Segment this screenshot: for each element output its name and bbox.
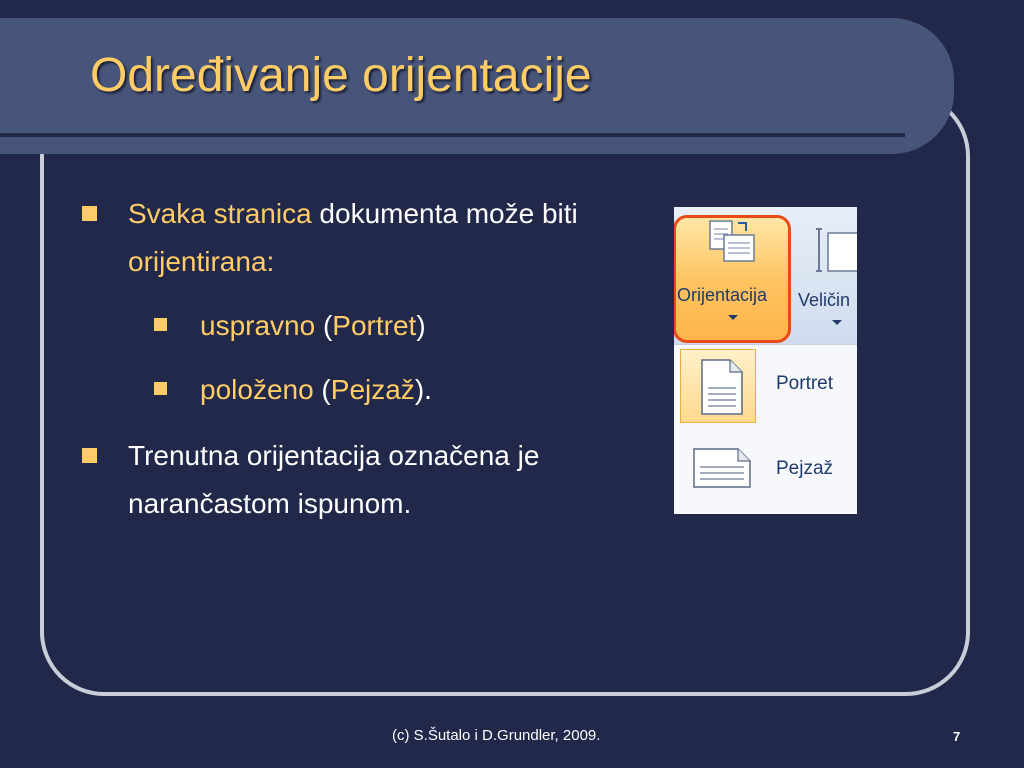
portrait-page-icon — [700, 358, 744, 416]
landscape-option-label[interactable]: Pejzaž — [776, 458, 834, 479]
bullet-current-orientation — [80, 432, 620, 528]
dropdown-arrow-icon — [832, 320, 842, 325]
sub-bullet-text: uspravno (Portret) — [200, 310, 426, 341]
bullet-page-orientation — [80, 190, 620, 286]
dropdown-arrow-icon — [728, 315, 738, 320]
sub-bullet-portrait — [152, 302, 426, 350]
orientation-button-label: Orijentacija — [677, 285, 768, 305]
title-underline — [0, 133, 905, 137]
orientation-icon — [708, 219, 758, 267]
bullet-square-icon — [154, 318, 167, 331]
bullet-text: Trenutna orijentacija označena je narančastom ispunom. — [128, 440, 540, 519]
slide-title: Određivanje orijentacije — [90, 49, 592, 102]
bullet-square-icon — [82, 448, 97, 463]
ribbon-screenshot — [674, 207, 857, 514]
bullet-square-icon — [82, 206, 97, 221]
sub-bullet-landscape — [152, 366, 432, 414]
bullet-square-icon — [154, 382, 167, 395]
footer-credit: (c) S.Šutalo i D.Grundler, 2009. — [392, 727, 601, 744]
bullet-text: Svaka stranica dokumenta može biti orijentirana: — [128, 198, 578, 277]
size-icon — [816, 227, 857, 273]
sub-bullet-text: položeno (Pejzaž). — [200, 374, 432, 405]
portrait-option-label[interactable]: Portret — [776, 373, 834, 394]
landscape-page-icon — [692, 447, 752, 489]
size-button-label[interactable]: Veličin — [798, 290, 851, 310]
page-number: 7 — [953, 729, 961, 744]
